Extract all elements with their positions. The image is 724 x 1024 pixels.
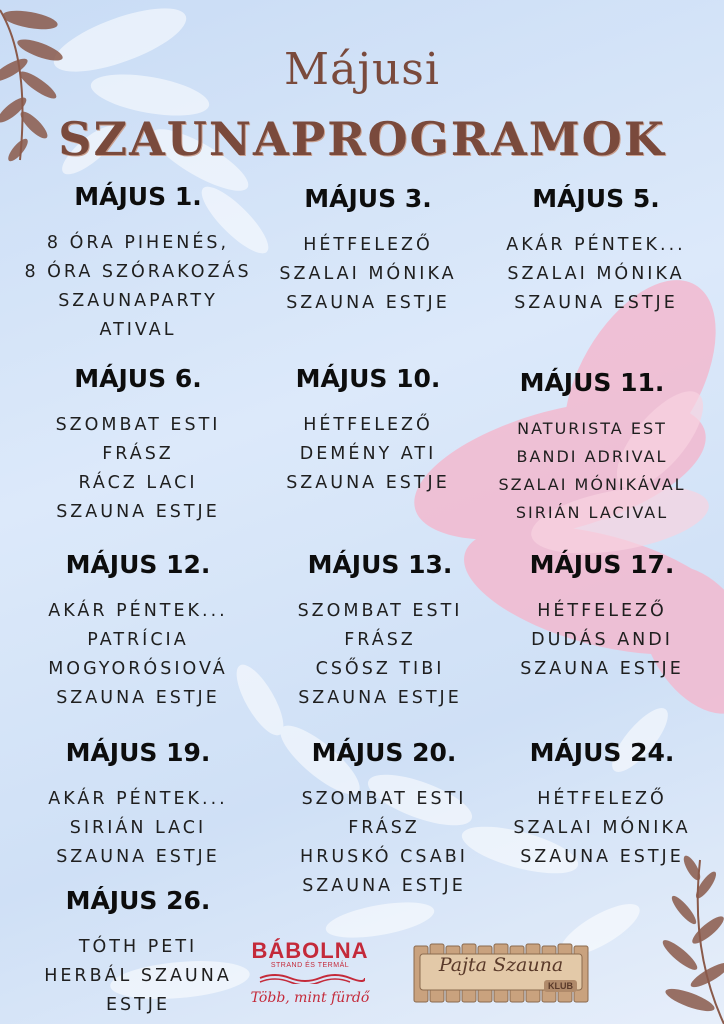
babolna-logo-name: BÁBOLNA bbox=[251, 938, 369, 963]
event-line: SZOMBAT ESTI bbox=[301, 789, 467, 809]
event-line: SZAUNA ESTJE bbox=[302, 876, 466, 896]
event-date: MÁJUS 17. bbox=[529, 550, 675, 579]
event-line: HÉTFELEZŐ bbox=[303, 235, 433, 255]
event-line: CSŐSZ TIBI bbox=[315, 659, 445, 679]
event-may-11 bbox=[472, 368, 712, 527]
event-line: TÓTH PETI bbox=[78, 937, 198, 957]
event-date: MÁJUS 6. bbox=[74, 364, 202, 393]
event-may-10 bbox=[248, 364, 488, 498]
event-line: SZAUNA ESTJE bbox=[286, 473, 450, 493]
event-line: FRÁSZ bbox=[348, 818, 420, 838]
babolna-logo bbox=[245, 930, 375, 1010]
event-line: RÁCZ LACI bbox=[78, 473, 198, 493]
event-line: HÉTFELEZŐ bbox=[537, 789, 667, 809]
wave-icon bbox=[255, 972, 365, 984]
event-may-19 bbox=[18, 738, 258, 872]
event-may-17 bbox=[482, 550, 722, 684]
event-line: NATURISTA EST bbox=[517, 419, 667, 438]
event-date: MÁJUS 24. bbox=[529, 738, 675, 767]
event-date: MÁJUS 5. bbox=[532, 184, 660, 213]
title-line-2: SZAUNAPROGRAMOK bbox=[58, 112, 666, 166]
event-date: MÁJUS 13. bbox=[307, 550, 453, 579]
event-line: ATIVAL bbox=[99, 320, 177, 340]
event-may-20 bbox=[264, 738, 504, 901]
pajta-logo-klub: KLUB bbox=[544, 980, 577, 992]
event-line: FRÁSZ bbox=[102, 444, 174, 464]
event-line: SZALAI MÓNIKA bbox=[279, 264, 457, 284]
event-line: BANDI ADRIVAL bbox=[516, 447, 668, 466]
event-line: AKÁR PÉNTEK... bbox=[48, 601, 228, 621]
event-may-5 bbox=[476, 184, 716, 318]
event-line: 8 ÓRA PIHENÉS, bbox=[46, 233, 230, 253]
event-date: MÁJUS 26. bbox=[65, 886, 211, 915]
event-line: HERBÁL SZAUNA bbox=[44, 966, 232, 986]
event-line: SZAUNA ESTJE bbox=[56, 688, 220, 708]
event-line: SZALAI MÓNIKÁVAL bbox=[498, 475, 686, 494]
babolna-logo-slogan: Több, mint fürdő bbox=[250, 990, 370, 1006]
event-line: SZALAI MÓNIKA bbox=[513, 818, 691, 838]
event-date: MÁJUS 10. bbox=[295, 364, 441, 393]
event-line: SZAUNA ESTJE bbox=[520, 847, 684, 867]
pajta-logo-name: Pajta Szauna bbox=[438, 954, 564, 976]
event-line: SZOMBAT ESTI bbox=[55, 415, 221, 435]
event-may-6 bbox=[18, 364, 258, 527]
event-line: SZALAI MÓNIKA bbox=[507, 264, 685, 284]
event-line: 8 ÓRA SZÓRAKOZÁS bbox=[24, 262, 252, 282]
event-line: FRÁSZ bbox=[344, 630, 416, 650]
event-line: ESTJE bbox=[105, 995, 171, 1015]
event-date: MÁJUS 3. bbox=[304, 184, 432, 213]
event-line: SZAUNA ESTJE bbox=[56, 847, 220, 867]
event-line: SIRIÁN LACIVAL bbox=[515, 503, 669, 522]
event-line: AKÁR PÉNTEK... bbox=[48, 789, 228, 809]
event-line: DUDÁS ANDI bbox=[531, 630, 673, 650]
event-line: PATRÍCIA bbox=[87, 630, 189, 650]
event-may-3 bbox=[248, 184, 488, 318]
event-date: MÁJUS 12. bbox=[65, 550, 211, 579]
event-date: MÁJUS 19. bbox=[65, 738, 211, 767]
event-line: SZAUNA ESTJE bbox=[520, 659, 684, 679]
pajta-szauna-logo bbox=[412, 940, 590, 1006]
event-line: SZOMBAT ESTI bbox=[297, 601, 463, 621]
event-line: SZAUNA ESTJE bbox=[514, 293, 678, 313]
event-may-13 bbox=[260, 550, 500, 713]
event-line: SZAUNAPARTY bbox=[58, 291, 218, 311]
event-date: MÁJUS 1. bbox=[74, 182, 202, 211]
event-line: MOGYORÓSIOVÁ bbox=[48, 659, 228, 679]
event-line: AKÁR PÉNTEK... bbox=[506, 235, 686, 255]
event-date: MÁJUS 11. bbox=[519, 368, 665, 397]
event-may-1 bbox=[18, 182, 258, 345]
event-date: MÁJUS 20. bbox=[311, 738, 457, 767]
event-line: SIRIÁN LACI bbox=[69, 818, 207, 838]
event-may-12 bbox=[18, 550, 258, 713]
event-line: HRUSKÓ CSABI bbox=[300, 847, 468, 867]
event-line: DEMÉNY ATI bbox=[299, 444, 437, 464]
event-may-26 bbox=[18, 886, 258, 1020]
event-line: SZAUNA ESTJE bbox=[298, 688, 462, 708]
event-line: HÉTFELEZŐ bbox=[537, 601, 667, 621]
event-may-24 bbox=[482, 738, 722, 872]
title-line-1: Májusi bbox=[284, 44, 440, 95]
event-line: SZAUNA ESTJE bbox=[56, 502, 220, 522]
event-line: HÉTFELEZŐ bbox=[303, 415, 433, 435]
babolna-logo-subtitle: STRAND ÉS TERMÁL bbox=[270, 962, 350, 969]
event-line: SZAUNA ESTJE bbox=[286, 293, 450, 313]
